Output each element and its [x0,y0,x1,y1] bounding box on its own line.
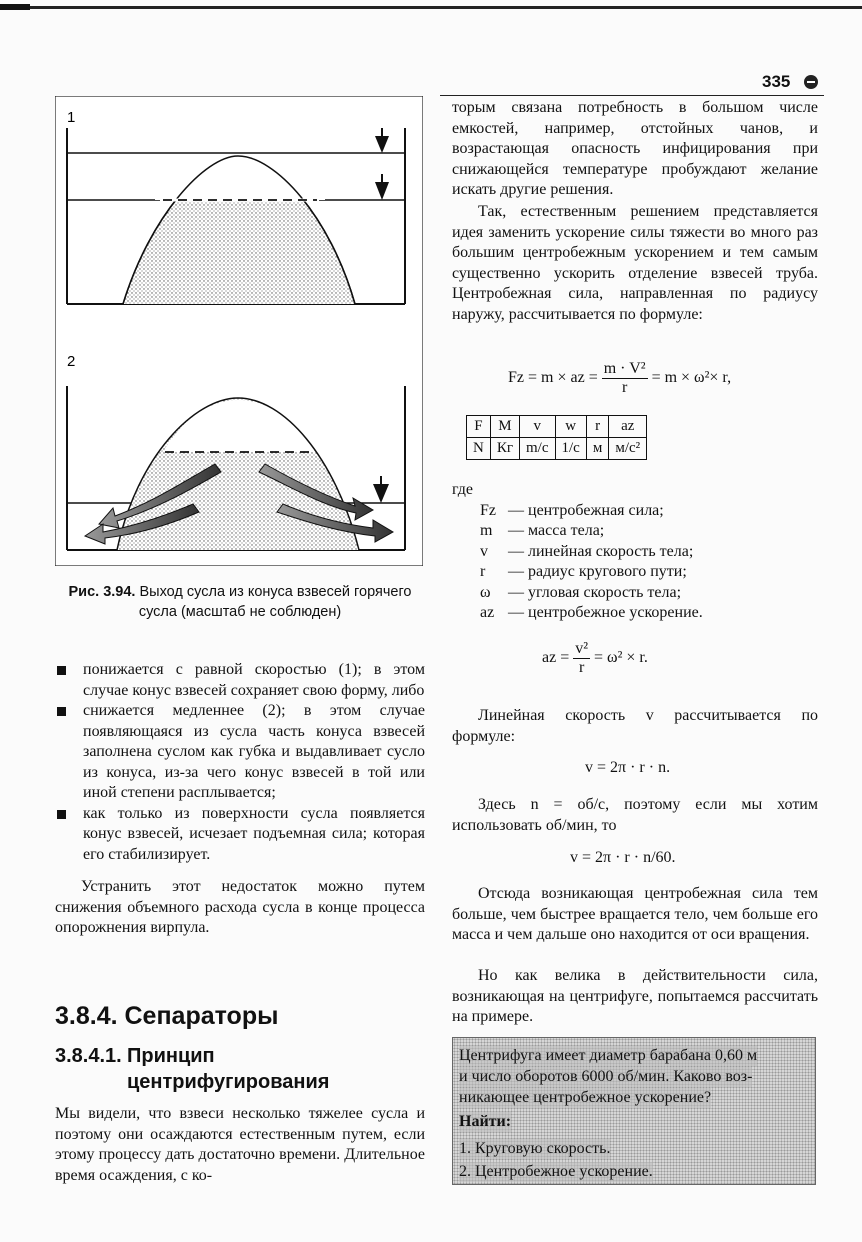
task-item: 1. Круговую скорость. [459,1140,611,1157]
bullet-icon [57,810,66,819]
task-text-line: никающее центробежное ускорение? [459,1089,712,1106]
panel1-label: 1 [67,109,76,126]
bullet-list [55,660,425,939]
paragraph-natural-solution: Так, естественным решением представляется идея заменить ускорение силы тяжести во много раз большим центробежным ускорением и тем самым существенно ускорить отделение взвесей труба. Центробежная сила, направленная по радиусу наружу, рассчитывается по формуле: [452,203,818,323]
page-number: 335 [762,72,791,91]
paragraph-linear-speed: Линейная скорость v рассчитывается по формуле: [452,707,818,745]
task-find-label: Найти: [459,1113,512,1130]
section-title: 3.8.4. Сепараторы [55,1002,279,1030]
caption-label: Рис. 3.94. [68,584,136,600]
list-item: az — центробежное ускорение. [480,604,703,621]
bullet-icon [57,666,66,675]
list-item: снижается медленнее (2); в этом случае появляющаяся из сусла часть конуса взвесей заполнена суслом как губка и выдавливает сусло из конуса, из-за чего конус взвесей в той или иной степени расплывается; [55,701,425,804]
panel2-label: 2 [67,353,76,370]
table-row: F M v w r az [467,416,647,438]
header-rule [440,95,824,96]
top-rule [0,6,862,9]
list-item: r — радиус кругового пути; [480,563,687,580]
subsection-title-line2: центрифугирования [127,1071,330,1093]
task-item: 2. Центробежное ускорение. [459,1163,653,1180]
formula-acceleration: az = $\frac{\text{v²}}{r}$ = ω² × r. [542,640,648,676]
list-item: как только из поверхности сусла появляется конус взвесей, исчезает подъемная сила; которая его стабилизирует. [55,804,425,866]
paragraph-fix: Устранить этот недостаток можно путем снижения объемного расхода сусла в конце процесса опорожнения вирпула. [55,878,425,936]
formula-speed-1: v = 2π · r · n. [585,759,671,776]
figure-caption [52,582,428,622]
paragraph-here: Здесь n = об/с, поэтому если мы хотим использовать об/мин, то [452,796,818,834]
figure-3-94 [55,96,423,566]
definitions-list [452,480,822,624]
example-task-box [452,1037,816,1185]
paragraph-hence: Отсюда возникающая центробежная сила тем больше, чем быстрее вращается тело, чем больше его масса и чем дальше оно находится от оси вращения. [452,885,818,943]
caption-text: Выход сусла из конуса взвесей горячего сусла (масштаб не соблюден) [138,584,412,620]
list-item: m — масса тела; [480,522,605,539]
chapter-marker-icon [804,75,818,89]
formula-centrifugal-force: Fz = m × az = $\frac{\text{m · V²}}{r}$ = m × ω²× r, [508,360,732,396]
subsection-number: 3.8.4.1. [55,1045,122,1067]
list-item: понижается с равной скоростью (1); в этом случае конус взвесей сохраняет свою форму, либо [55,660,425,701]
units-table [466,415,647,460]
bullet-icon [57,707,66,716]
paragraph-how-large: Но как велика в действительности сила, возникающая на центрифуге, попытаемся рассчитать на примере. [452,967,818,1025]
task-text-line: и число оборотов 6000 об/мин. Каково воз- [459,1068,753,1085]
subsection-title-line1: Принцип [127,1045,215,1067]
paragraph-sedimentation: Мы видели, что взвеси несколько тяжелее сусла и поэтому они осаждаются естественным путем, если этому процессу дать достаточно времени. Длительное время осаждения, с ко- [55,1105,425,1184]
table-row: N Кг m/c 1/c м м/с² [467,438,647,460]
list-item: Fz — центробежная сила; [480,501,664,519]
list-item: ω — угловая скорость тела; [480,583,682,601]
list-item: v — линейная скорость тела; [480,542,694,560]
list-item: где [452,481,474,498]
paragraph-continued: торым связана потребность в большом числе емкостей, например, отстойных чанов, и возрастающая опасность инфицирования при снижающейся температуре пробуждают желание искать другие решения. [452,99,818,198]
top-rule-mark [0,4,30,10]
task-text-line: Центрифуга имеет диаметр барабана 0,60 м [459,1047,758,1064]
formula-speed-2: v = 2π · r · n/60. [570,849,676,866]
